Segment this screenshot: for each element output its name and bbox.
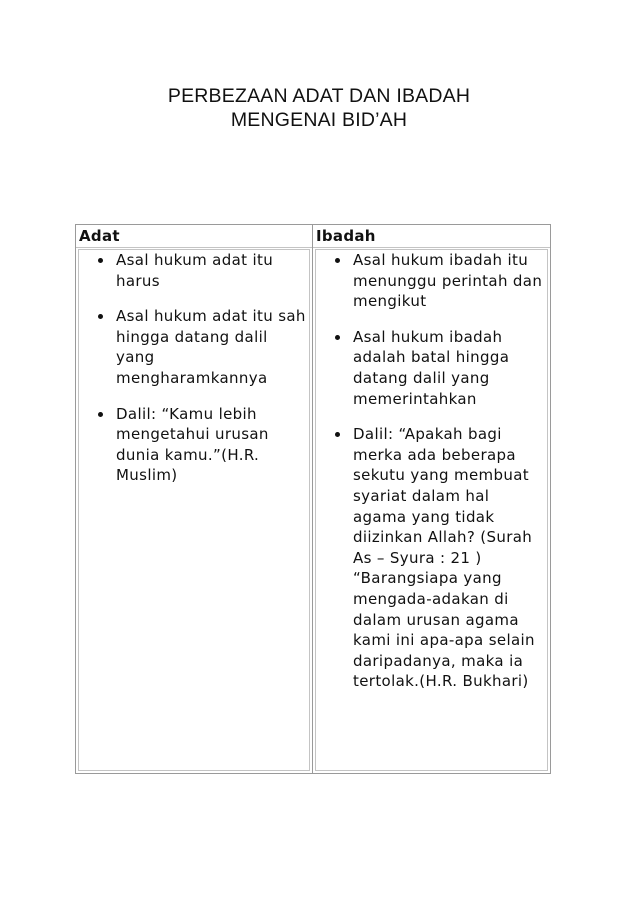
- list-item: [76, 306, 312, 388]
- list-item-text: Asal hukum adat itu harus: [116, 251, 274, 290]
- bullet-icon: [335, 432, 340, 437]
- page-title-line-2: MENGENAI BID’AH: [230, 109, 408, 131]
- bullet-icon: [98, 412, 103, 417]
- bullet-icon: [98, 258, 103, 263]
- page-title: [0, 84, 638, 132]
- adat-points-list: [76, 250, 312, 501]
- list-item-text: Dalil: “Kamu lebih mengetahui urusan dunia kamu.”(H.R. Muslim): [116, 404, 269, 485]
- list-item-text: Asal hukum ibadah itu menunggu perintah dan mengikut: [353, 251, 543, 311]
- column-header-adat: Adat: [79, 227, 120, 245]
- bullet-icon: [335, 335, 340, 340]
- list-item-text: Asal hukum ibadah adalah batal hingga datang dalil yang memerintahkan: [353, 327, 510, 408]
- list-item: [313, 424, 550, 692]
- column-header-ibadah: Ibadah: [316, 227, 376, 245]
- header-rule: [76, 247, 312, 248]
- ibadah-points-list: [313, 250, 550, 707]
- list-item-text: Asal hukum adat itu sah hingga datang dalil yang mengharamkannya: [116, 307, 306, 387]
- column-adat: [76, 225, 312, 773]
- list-item: [313, 250, 550, 312]
- column-ibadah: [313, 225, 550, 773]
- list-item: [313, 327, 550, 409]
- bullet-icon: [335, 258, 340, 263]
- list-item-text: Dalil: “Apakah bagi merka ada beberapa sekutu yang membuat syariat dalam hal agama yang tidak diizinkan Allah? (Surah As – Syura : 21 ) “Barangsiapa yang mengada-adakan di dalam urusan agama kami ini apa-apa selain daripadanya, maka ia tertolak.(H.R. Bukhari): [353, 425, 535, 691]
- header-rule: [313, 247, 550, 248]
- comparison-table: [75, 224, 551, 774]
- list-item: [76, 404, 312, 486]
- page-title-line-1: PERBEZAAN ADAT DAN IBADAH: [167, 85, 471, 107]
- bullet-icon: [98, 314, 103, 319]
- list-item: [76, 250, 312, 291]
